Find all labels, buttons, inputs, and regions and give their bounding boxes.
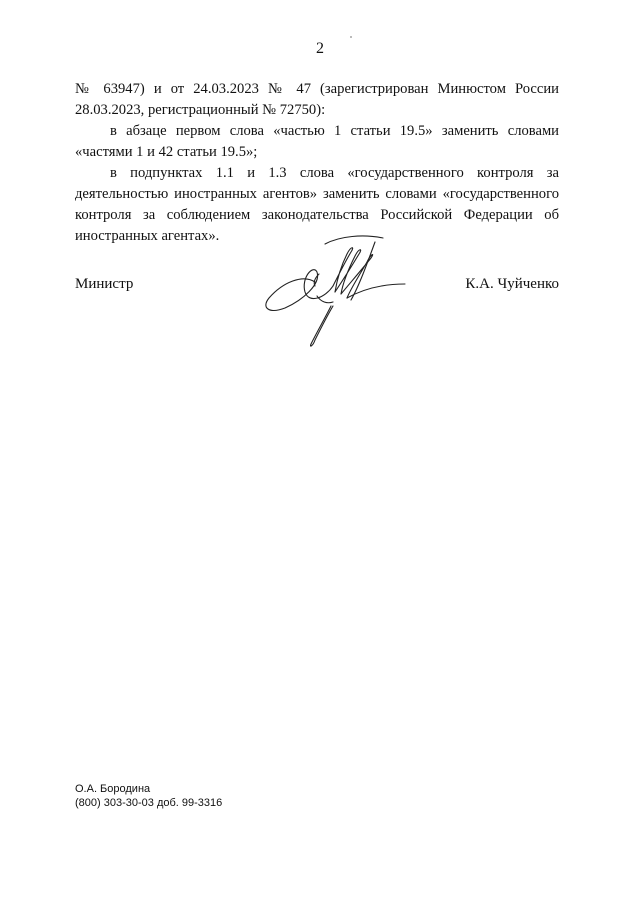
scan-speck <box>350 36 352 38</box>
handwritten-signature <box>255 234 415 354</box>
body-paragraph-2: в абзаце первом слова «частью 1 статьи 19.5» заменить словами «частями 1 и 42 статьи 19.5»; <box>75 123 559 160</box>
body-paragraph-1: № 63947) и от 24.03.2023 № 47 (зарегистрирован Минюстом России 28.03.2023, регистрационный № 72750): <box>75 81 559 118</box>
signature-block <box>75 274 559 364</box>
signatory-title: Министр <box>75 276 134 292</box>
executor-contact <box>75 782 222 810</box>
page-number: 2 <box>316 40 324 57</box>
executor-name: О.А. Бородина <box>75 783 151 795</box>
signatory-name: К.А. Чуйченко <box>465 276 559 292</box>
executor-phone: (800) 303-30-03 доб. 99-3316 <box>75 797 223 809</box>
body-paragraph-3: в подпунктах 1.1 и 1.3 слова «государственного контроля за деятельностью иностранных агентов» заменить словами «государственного контроля за соблюдением законодательства Российской Федерации об иностранных агентах». <box>75 165 559 244</box>
